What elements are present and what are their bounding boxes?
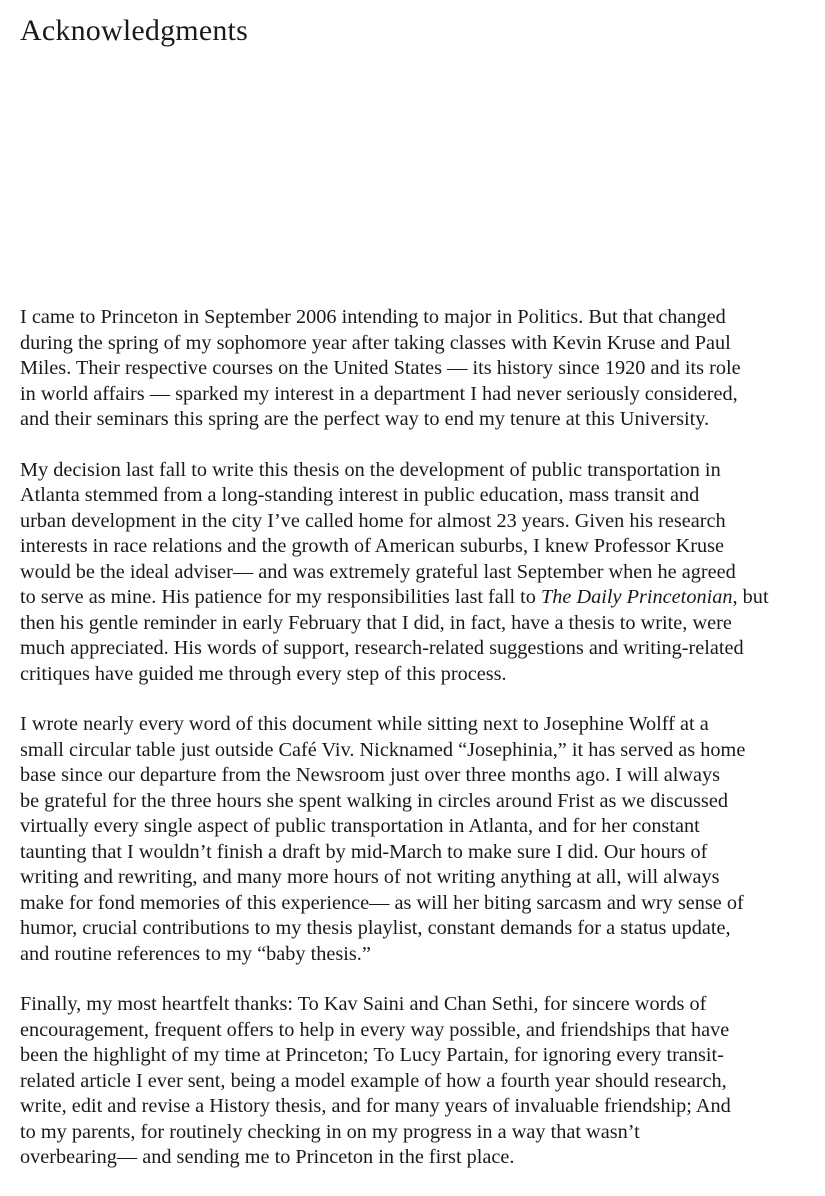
text-line: small circular table just outside Café Viv. Nicknamed “Josephinia,” it has served as home [20, 738, 746, 761]
newspaper-title: The Daily Princetonian [541, 586, 733, 608]
text-line: interests in race relations and the growth of American suburbs, I knew Professor Kruse [20, 535, 725, 557]
text-line: then his gentle reminder in early February that I did, in fact, have a thesis to write, were [20, 611, 732, 634]
paragraph-1 [20, 305, 805, 433]
text-line: urban development in the city I’ve called home for almost 23 years. Given his research [20, 509, 726, 532]
text-line: My decision last fall to write this thesis on the development of public transportation in [20, 458, 721, 481]
text-line [20, 585, 805, 611]
text-line: virtually every single aspect of public transportation in Atlanta, and for her constant [20, 815, 700, 837]
text-line: to my parents, for routinely checking in on my progress in a way that wasn’t [20, 1120, 640, 1143]
text-line: I wrote nearly every word of this document while sitting next to Josephine Wolff at a [20, 713, 709, 735]
text-line: much appreciated. His words of support, research-related suggestions and writing-related [20, 637, 744, 659]
text-line: Finally, my most heartfelt thanks: To Kav Saini and Chan Sethi, for sincere words of [20, 993, 707, 1015]
text-line: encouragement, frequent offers to help in every way possible, and friendships that have [20, 1018, 730, 1041]
text-line: in world affairs — sparked my interest in a department I had never seriously considered, [20, 382, 738, 405]
text-line: Miles. Their respective courses on the United States — its history since 1920 and its role [20, 357, 741, 379]
text-line: base since our departure from the Newsroom just over three months ago. I will always [20, 764, 721, 786]
text-line: I came to Princeton in September 2006 intending to major in Politics. But that changed [20, 306, 726, 328]
paragraph-3 [20, 712, 805, 967]
text-line: Atlanta stemmed from a long-standing interest in public education, mass transit and [20, 484, 700, 506]
text-line: been the highlight of my time at Princeton; To Lucy Partain, for ignoring every transit- [20, 1044, 724, 1066]
text-line: write, edit and revise a History thesis, and for many years of invaluable friendship; And [20, 1095, 731, 1117]
text-segment: to serve as mine. His patience for my responsibilities last fall to [20, 586, 541, 608]
text-line: and routine references to my “baby thesis.” [20, 942, 371, 965]
acknowledgments-body [20, 305, 805, 1196]
text-line: related article I ever sent, being a model example of how a fourth year should research, [20, 1069, 727, 1092]
text-segment: , but [732, 586, 769, 608]
page-title: Acknowledgments [20, 14, 248, 47]
text-line: critiques have guided me through every step of this process. [20, 662, 507, 685]
text-line: be grateful for the three hours she spent walking in circles around Frist as we discussed [20, 789, 728, 812]
text-line: writing and rewriting, and many more hours of not writing anything at all, will always [20, 866, 720, 888]
text-line: overbearing— and sending me to Princeton in the first place. [20, 1146, 515, 1168]
text-line: humor, crucial contributions to my thesis playlist, constant demands for a status update, [20, 917, 731, 939]
paragraph-2 [20, 458, 805, 688]
paragraph-4 [20, 992, 805, 1171]
text-line: would be the ideal adviser— and was extremely grateful last September when he agreed [20, 560, 736, 583]
text-line: make for fond memories of this experience— as will her biting sarcasm and wry sense of [20, 891, 744, 914]
text-line: and their seminars this spring are the perfect way to end my tenure at this University. [20, 408, 710, 430]
text-line: during the spring of my sophomore year after taking classes with Kevin Kruse and Paul [20, 331, 731, 354]
text-line: taunting that I wouldn’t finish a draft by mid-March to make sure I did. Our hours of [20, 840, 708, 863]
